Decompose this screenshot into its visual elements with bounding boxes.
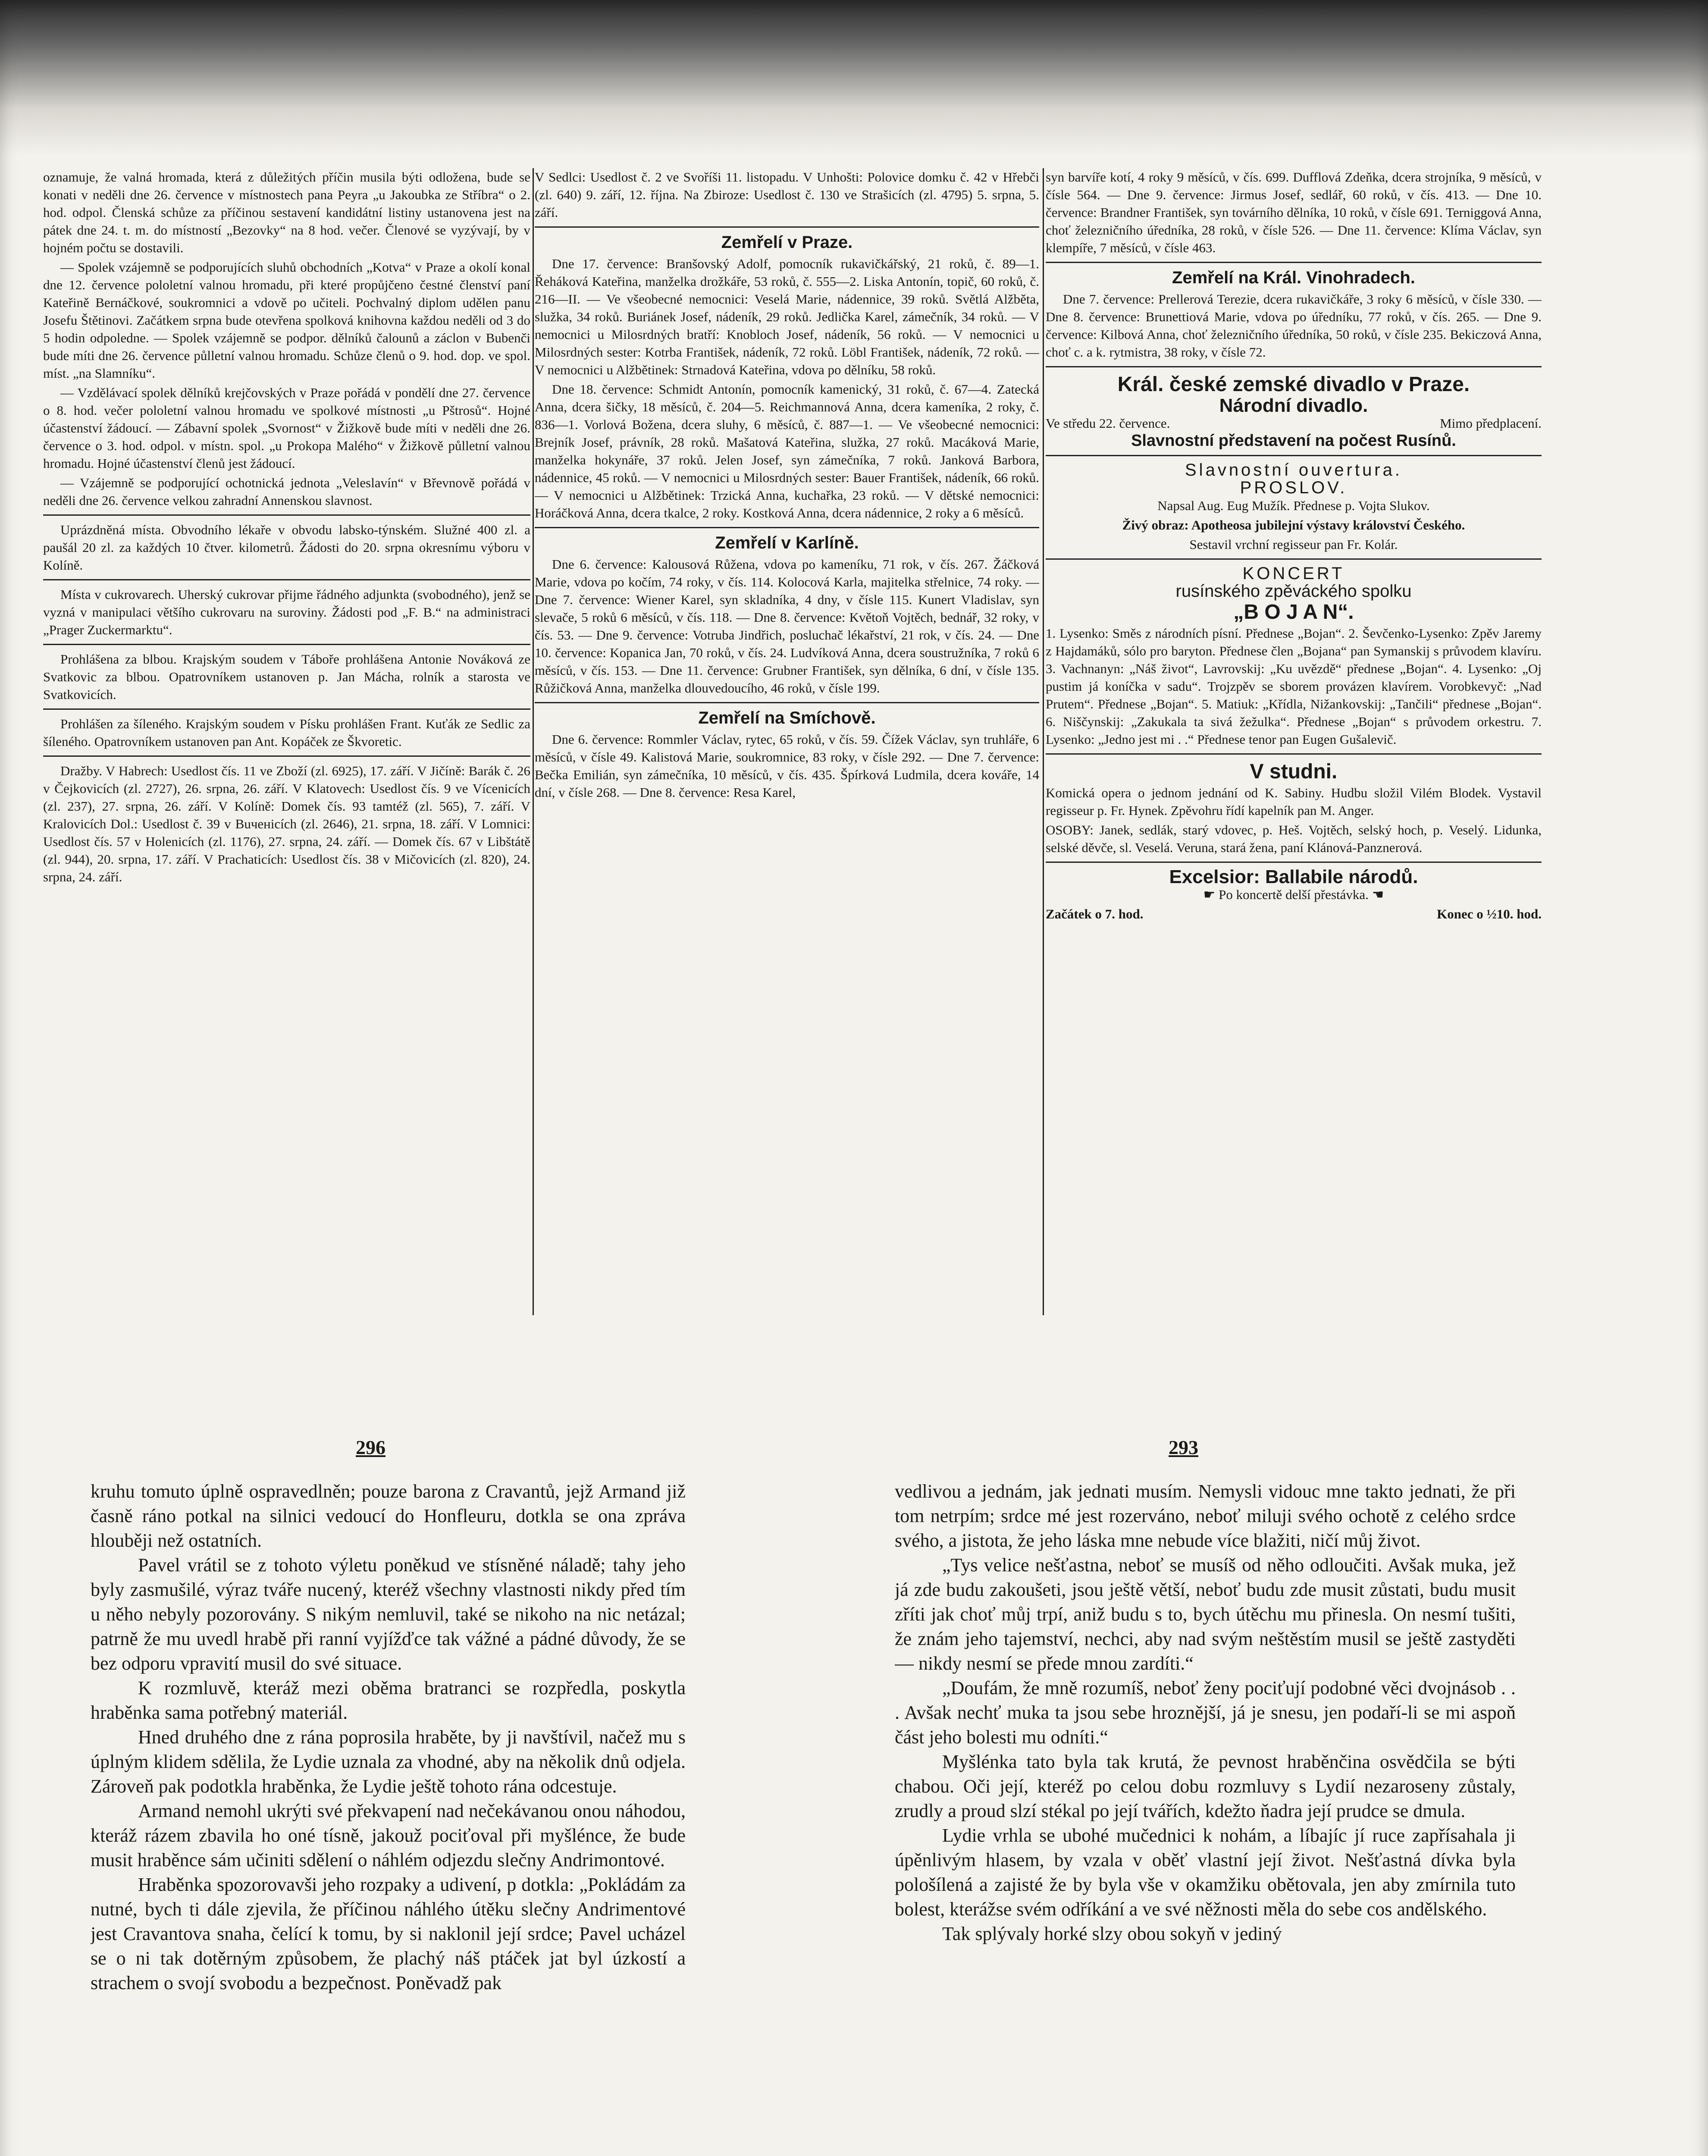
divider (1046, 366, 1542, 367)
upper-column-2 (535, 168, 1039, 1311)
article-text: — Spolek vzájemně se podporujících sluhů obchodních „Kotva“ v Praze a okolí konal dne 12. července pololetní valnou hromadu, při které propůjčeno čestné členství paní Kateřině Bernáčkové, soukromnici a vdově po učiteli. Pochvalný diplom udělen panu Josefu Štětinovi. Začátkem srpna bude otevřena spolková knihovna každou neděli od 3 do 5 hodin odpoledne. — Spolek vzájemně se podpor. dělníků čalounů a záclon v Bubenči bude míti dne 26. července půlletní valnou hromadu. Schůze členů o 9. hod. dop. ve spol. míst. „na Slamníku“. (43, 260, 530, 381)
excelsior-title: Excelsior: Ballabile národů. (1169, 866, 1418, 887)
subscription-note: Mimo předplacení. (1440, 416, 1542, 431)
novel-paragraph: Myšlénka tato byla tak krutá, že pevnost hraběnčina osvědčila se býti chabou. Oči její, kteréž po celou dobu rozmluvy s Lydií nezaroseny zůstaly, zrudly a proud slzí stékal po její tvářích, kdežto ňadra její prudce se dmula. (895, 1751, 1516, 1821)
divider (43, 644, 530, 645)
novel-page-right (895, 1479, 1516, 2156)
deaths-smichov: Dne 6. července: Rommler Václav, rytec, 65 roků, v čís. 59. Čížek Václav, syn truhláře, 6 měsíců, v čísle 49. Kalistová Marie, soukromnice, 83 roky, v čísle 292. — Dne 7. července: Bečka Emilián, syn zámečníka, 10 měsíců, v čís. 435. Špírková Ludmila, dcera kováře, 14 dní, v čísle 268. — Dne 8. července: Resa Karel, (535, 732, 1039, 800)
upper-column-1 (43, 168, 530, 1311)
divider (43, 514, 530, 516)
proslov-title: PROSLOV. (1240, 478, 1348, 497)
upper-column-3 (1046, 168, 1542, 1311)
page-number-right: 293 (1169, 1436, 1198, 1458)
novel-paragraph: Pavel vrátil se z tohoto výletu poněkud ve stísněné náladě; tahy jeho byly zasmušilé, výraz tváře nucený, kteréž všechny vlastnosti nikdy před tím u něho nebyly pozorovány. S nikým nemluvil, také se nikoho na nic netázal; patrně že mu uvedl hrabě při ranní vyjížďce tak vážné a pádné důvody, že se bez odporu vpravití musil do své situace. (91, 1554, 686, 1674)
novel-paragraph: K rozmluvě, kteráž mezi oběma bratranci se rozpředla, poskytla hraběnka sama potřebný materiál. (91, 1677, 686, 1723)
koncert-subtitle: rusínského zpěváckého spolku (1175, 582, 1412, 601)
section-title-vinohrady: Zemřelí na Král. Vinohradech. (1172, 268, 1415, 287)
divider (535, 702, 1039, 703)
start-time: Začátek o 7. hod. (1046, 906, 1144, 921)
theatre-title: Král. české zemské divadlo v Praze. (1117, 373, 1470, 396)
section-title-smichov: Zemřelí na Smíchově. (698, 708, 876, 727)
article-text: oznamuje, že valná hromada, která z důležitých příčin musila býti odložena, bude se konati v neděli dne 26. července v místnostech pana Peyra „u Jakoubka ze Stříbra“ o 2. hod. odpol. Členská schůze za příčinou sestavení kandidátní listiny ustanovena jest na pátek dne 24. t. m. do místností „Bezovky“ na 8 hod. večer. Členové se vyzývají, by v hojném počtu se dostavili. (43, 169, 530, 255)
pointing-hand-icon: ☛ (1203, 887, 1219, 902)
novel-paragraph: Armand nemohl ukrýti své překvapení nad nečekávanou onou náhodou, kteráž rázem zbavila ho oné tísně, jakouž pociťoval při myšlénce, že bude musit hraběnce sám učiniti sdělení o náhlém odjezdu slečny Andrimontové. (91, 1800, 686, 1871)
auctions-continued: V Sedlci: Usedlost č. 2 ve Svoříši 11. listopadu. V Unhošti: Polovice domku č. 42 v Hřebči (zl. 640) 9. září, 12. října. Na Zbiroze: Usedlost č. 130 ve Strašicích (zl. 4795) 5. srpna, 5. září. (535, 169, 1039, 220)
notice-auctions: Dražby. V Habrech: Usedlost čís. 11 ve Zboží (zl. 6925), 17. září. V Jičíně: Barák č. 26 v Čejkovicích (zl. 2727), 26. srpna, 26. září. V Klatovech: Usedlost čís. 9 ve Vícenicích (zl. 237), 27. srpna, 26. září. V Kolíně: Domek čís. 93 tamtéž (zl. 565), 7. září. V Kralovicích Dol.: Usedlost č. 39 v Buченicích (zl. 2646), 21. srpna, 18. září. V Lomnici: Usedlost čís. 57 v Holenicích (zl. 1176), 27. srpna, 24. září. — Domek čís. 67 v Libštátě (zl. 944), 20. srpna, 17. září. V Prachaticích: Usedlost čís. 38 v Mičovicích (zl. 820), 24. srpna, 24. září. (43, 763, 530, 884)
divider (1046, 753, 1542, 755)
novel-paragraph: „Doufám, že mně rozumíš, neboť ženy pociťují podobné věci dvojnásob . . . Avšak nechť muka ta jsou sebe hroznější, já je snesu, jen podaří-li se mi aspoň část jeho bolesti mu odníti.“ (895, 1677, 1516, 1748)
novel-paragraph: vedlivou a jednám, jak jednati musím. Nemysli vidouc mne takto jednati, že při tom netrpím; srdce mé jest rozerváno, neboť miluji svého ochotě z celého srdce svého, a jistota, že jeho láska mne nebude více blažiti, ničí můj život. (895, 1481, 1516, 1551)
overture-title: Slavnostní ouvertura. (1185, 461, 1402, 479)
novel-paragraph: Hraběnka spozorovavši jeho rozpaky a udivení, p dotkla: „Pokládám za nutné, bych ti dále zjevila, že příčinou náhlého útěku slečny Andrimentové jest Cravantova snaha, čelící k tomu, by si naklonil její srdce; Pavel ucházel se o ni tak dotěrným způsobem, že plachý náš ptáček jat byl úzkostí a strachem o svojí svobodu a bezpečnost. Poněvadž pak (91, 1874, 686, 1993)
novel-paragraph: „Tys velice nešťastna, neboť se musíš od něho odloučiti. Avšak muka, jež já zde budu zakoušeti, jsou ještě větší, neboť budu zde musit zůstati, budu musit zříti jak choť můj trpí, aniž budu s to, bych útěchu mu přinesla. On nesmí tušiti, že znám jeho tajemství, nechci, aby nad svým neštěstím musil se ještě zastyděti — nikdy nesmí se přede mnou zardíti.“ (895, 1554, 1516, 1674)
end-time: Konec o ½10. hod. (1437, 906, 1542, 921)
studni-title: V studni. (1250, 760, 1338, 783)
notice-declared: Prohlášena za blbou. Krajským soudem v Táboře prohlášena Antonie Nováková ze Svatkovic za blbou. Opatrovníkem ustanoven p. Jan Mácha, rolník a starosta ve Svatkovicích. (43, 652, 530, 702)
theatre-subtitle: Národní divadlo. (1219, 395, 1368, 416)
deaths-continued: syn barvíře kotí, 4 roky 9 měsíců, v čís. 699. Dufflová Zdeňka, dcera strojníka, 9 měsíců, v čísle 564. — Dne 9. července: Jirmus Josef, sedlář, 60 roků, v čís. 413. — Dne 10. července: Brandner František, syn továrního dělníka, 10 roků, v čísle 691. Terniggová Anna, choť železničního úředníka, 28 roků, v čísle 526. — Dne 11. července: Klíma Václav, syn klempíře, 7 měsíců, v čísle 463. (1046, 169, 1542, 255)
novel-page-left (91, 1479, 686, 2156)
scan-top-band (0, 0, 1708, 155)
column-rule (1043, 168, 1044, 1315)
performance-date: Ve středu 22. července. (1046, 416, 1170, 431)
divider (1046, 862, 1542, 863)
section-title-praha: Zemřelí v Praze. (721, 233, 853, 252)
time-row (1046, 905, 1542, 923)
pointing-hand-icon: ☚ (1368, 887, 1384, 902)
concert-program: 1. Lysenko: Směs z národních písní. Přednese „Bojan“. 2. Ševčenko-Lysenko: Zpěv Jaremy z Hajdamáků, sólo pro baryton. Přednese člen „Bojana“ pan Symanskij s průvodem klavíru. 3. Vachnanyn: „Náš život“, Lavrovskij: „Ku uvězdě“ přednese „Bojan“. 4. Lysenko: „Oj pustim já koníčka v sadu“. Trojzpěv se sborem provázen klavírem. Vorobkevyč: „Nad Prutem“. Přednese „Bojan“. 5. Matiuk: „Křídla, Nižankovskij: „Tančili“ přednese „Bojan“. 6. Niščynskij: „Zakukala ta sivá žežulka“. Přednese „Bojan“ s průvodem orkestru. 7. Lysenko: „Jedno jest mi . .“ Přednese tenor pan Eugen Gušalevič. (1046, 626, 1542, 747)
intermission-note: ☛ Po koncertě delší přestávka. ☚ (1203, 887, 1384, 902)
deaths-karlin: Dne 6. července: Kalousová Růžena, vdova po kameníku, 71 rok, v čís. 267. Žáčková Marie, vdova po kočím, 74 roky, v čís. 114. Kolocová Karla, majitelka střelnice, 74 roky. — Dne 7. července: Wiener Karel, syn skladníka, 4 dny, v čísle 115. Kunert Vladislav, syn slevače, 5 roků 6 měsíců, v čís. 118. — Dne 8. července: Květoň Vojtěch, bednář, 32 roky, v čís. 53. — Dne 9. července: Votruba Jindřich, posluchač lékařství, 21 rok, v čís. 24. — Dne 10. července: Kopanica Jan, 70 roků, v čís. 24. Ludvíková Anna, dcera soustružníka, 7 roků 6 měsíců, v čís. 153. — Dne 11. července: Grubner František, syn dělníka, 6 dní, v čísle 135. Růžičková Anna, manželka dlouvedoucího, 46 roků, v čísle 199. (535, 557, 1039, 696)
cast-list: OSOBY: Janek, sedlák, starý vdovec, p. Heš. Vojtěch, selský hoch, p. Veselý. Lidunka, selské děvče, sl. Veselá. Veruna, stará žena, paní Klánová-Panznerová. (1046, 822, 1542, 855)
notice-vacancies: Uprázdněná místa. Obvodního lékaře v obvodu labsko-týnském. Služné 400 zl. a paušál 20 zl. za každých 10 čtver. kilometrů. Žádosti do 20. srpna okresnímu výboru v Kolíně. (43, 522, 530, 573)
page-number-left: 296 (356, 1436, 385, 1458)
proslov-note: Napsal Aug. Eug Mužík. Přednese p. Vojta Slukov. (1157, 498, 1430, 513)
novel-paragraph: kruhu tomuto úplně ospravedlněn; pouze barona z Cravantů, jejž Armand již časně ráno potkal na silnici vedoucí do Honfleuru, dotkla se ona zpráva hlouběji než ostatních. (91, 1481, 686, 1551)
notice-declared-insane: Prohlášen za šíleného. Krajským soudem v Písku prohlášen Frant. Kuťák ze Sedlic za šíleného. Opatrovníkem ustanoven pan Ant. Kopáček ze Škvoretic. (43, 716, 530, 749)
divider (43, 579, 530, 580)
divider (1046, 558, 1542, 560)
divider (535, 527, 1039, 528)
article-text: — Vzdělávací spolek dělníků krejčovských v Praze pořádá v pondělí dne 27. července o 8. hod. večer pololetní valnou hromadu ve spolkové místnosti „u Pštrosů“. Hojné účastenství žádoucí. — Zábavní spolek „Svornost“ v Žižkově bude míti v neděli dne 26. července o 3. hod. odpol. v místn. spol. „u Prokopa Malého“ v Žižkově půlletní valnou hromadu. Hojné účastenství členů jest žádoucí. (43, 385, 530, 471)
tableau-title: Živý obraz: Apotheosa jubilejní výstavy království Českého. (1122, 517, 1465, 533)
studni-description: Komická opera o jednom jednání od K. Sabiny. Hudbu složil Vilém Blodek. Vystavil regisseur p. Fr. Hynek. Zpěvohru řídí kapelník pan M. Anger. (1046, 785, 1542, 818)
novel-paragraph: Tak splývaly horké slzy obou sokyň v jediný (942, 1923, 1282, 1944)
article-text: — Vzájemně se podporující ochotnická jednota „Veleslavín“ v Břevnově pořádá v neděli dne 26. července velkou zahradní Annenskou slavnost. (43, 475, 530, 508)
date-row (1046, 414, 1542, 432)
deaths-praha: Dne 18. července: Schmidt Antonín, pomocník kamenický, 31 roků, č. 67—4. Zatecká Anna, dcera šičky, 18 měsíců, č. 204—5. Reichmannová Anna, dcera kameníka, 2 roky, č. 836—1. Vorlová Božena, dcera sluhy, 6 měsíců, č. 887—1. — Ve všeobecné nemocnici: Brejník Josef, právník, 28 roků. Mašatová Kateřina, služka, 27 roků. Macáková Marie, manželka hokynáře, 37 roků. Jelen Josef, syn zámečníka, 7 roků. Janková Barbora, nádennice, 45 roků. — V nemocnici u Milosrdných sester: Bauer František, nádeník, 66 roků. — V nemocnici u Alžbětinek: Trzická Anna, kuchařka, 23 roků. — V dětské nemocnici: Horáčková Anna, dcera tkalce, 2 roky. Kostková Anna, dcera nádennice, 2 roky a 6 měsíců. (535, 382, 1039, 520)
section-title-karlin: Zemřelí v Karlíně. (715, 533, 859, 552)
deaths-vinohrady: Dne 7. července: Prellerová Terezie, dcera rukavičkáře, 3 roky 6 měsíců, v čísle 330. — Dne 8. července: Brunettiová Marie, vdova po úředníku, 77 roků, v čís. 265. — Dne 9. července: Kilbová Anna, choť železničního úředníka, 50 roků, v čísle 235. Bekiczová Anna, choť c. a k. rytmistra, 38 roky, v čísle 72. (1046, 291, 1542, 360)
divider (43, 755, 530, 757)
bojan-title: „B O J A N“. (1233, 601, 1354, 624)
divider (1046, 455, 1542, 456)
koncert-title: KONCERT (1242, 564, 1345, 583)
novel-paragraph: Lydie vrhla se ubohé mučednici k nohám, a líbajíc jí ruce zapřísahala ji úpěnlivým hlasem, by vzala v oběť vlastní její život. Nešťastná dívka byla pološílená a zajisté že by byla vše v okamžiku obětovala, jen aby zmírnila tuto bolest, kterážse svém odříkání a ve své něžnosti měla do sebe cos andělského. (895, 1825, 1516, 1920)
divider (535, 226, 1039, 228)
festive-title: Slavnostní představení na počest Rusínů. (1131, 432, 1456, 450)
divider (1046, 262, 1542, 263)
tableau-note: Sestavil vrchní regisseur pan Fr. Kolár. (1189, 537, 1398, 552)
column-rule (533, 168, 534, 1315)
deaths-praha: Dne 17. července: Branšovský Adolf, pomocník rukavičkářský, 21 roků, č. 89—1. Řeháková Kateřina, manželka drožkáře, 53 roků, č. 555—2. Liska Antonín, topič, 60 roků, č. 216—II. — Ve všeobecné nemocnici: Veselá Marie, nádennice, 39 roků. Světlá Alžběta, služka, 34 roků. Buriánek Josef, nádeník, 29 roků. Jedlička Karel, zámečník, 34 roků. — V nemocnici u Milosrdných bratří: Knobloch Josef, nádeník, 56 roků. — V nemocnici u Milosrdných sester: Kotrba František, nádeník, 72 roků. Löbl František, nádeník, 72 roků. — V nemocnici u Alžbětinek: Strnadová Kateřina, vdova po dělníku, 58 roků. (535, 256, 1039, 377)
novel-paragraph: Hned druhého dne z rána poprosila hraběte, by ji navštívil, načež mu s úplným klidem sdělila, že Lydie uznala za vhodné, aby na několik dnů odjela. Zároveň pak podotkla hraběnka, že Lydie ještě tohoto rána odcestuje. (91, 1727, 686, 1797)
divider (43, 708, 530, 710)
notice-sugar-factories: Místa v cukrovarech. Uherský cukrovar přijme řádného adjunkta (svobodného), jenž se vyzná v manipulaci většího cukrovaru na suroviny. Žádosti pod „F. B.“ na administraci „Prager Zuckermarktu“. (43, 587, 530, 637)
